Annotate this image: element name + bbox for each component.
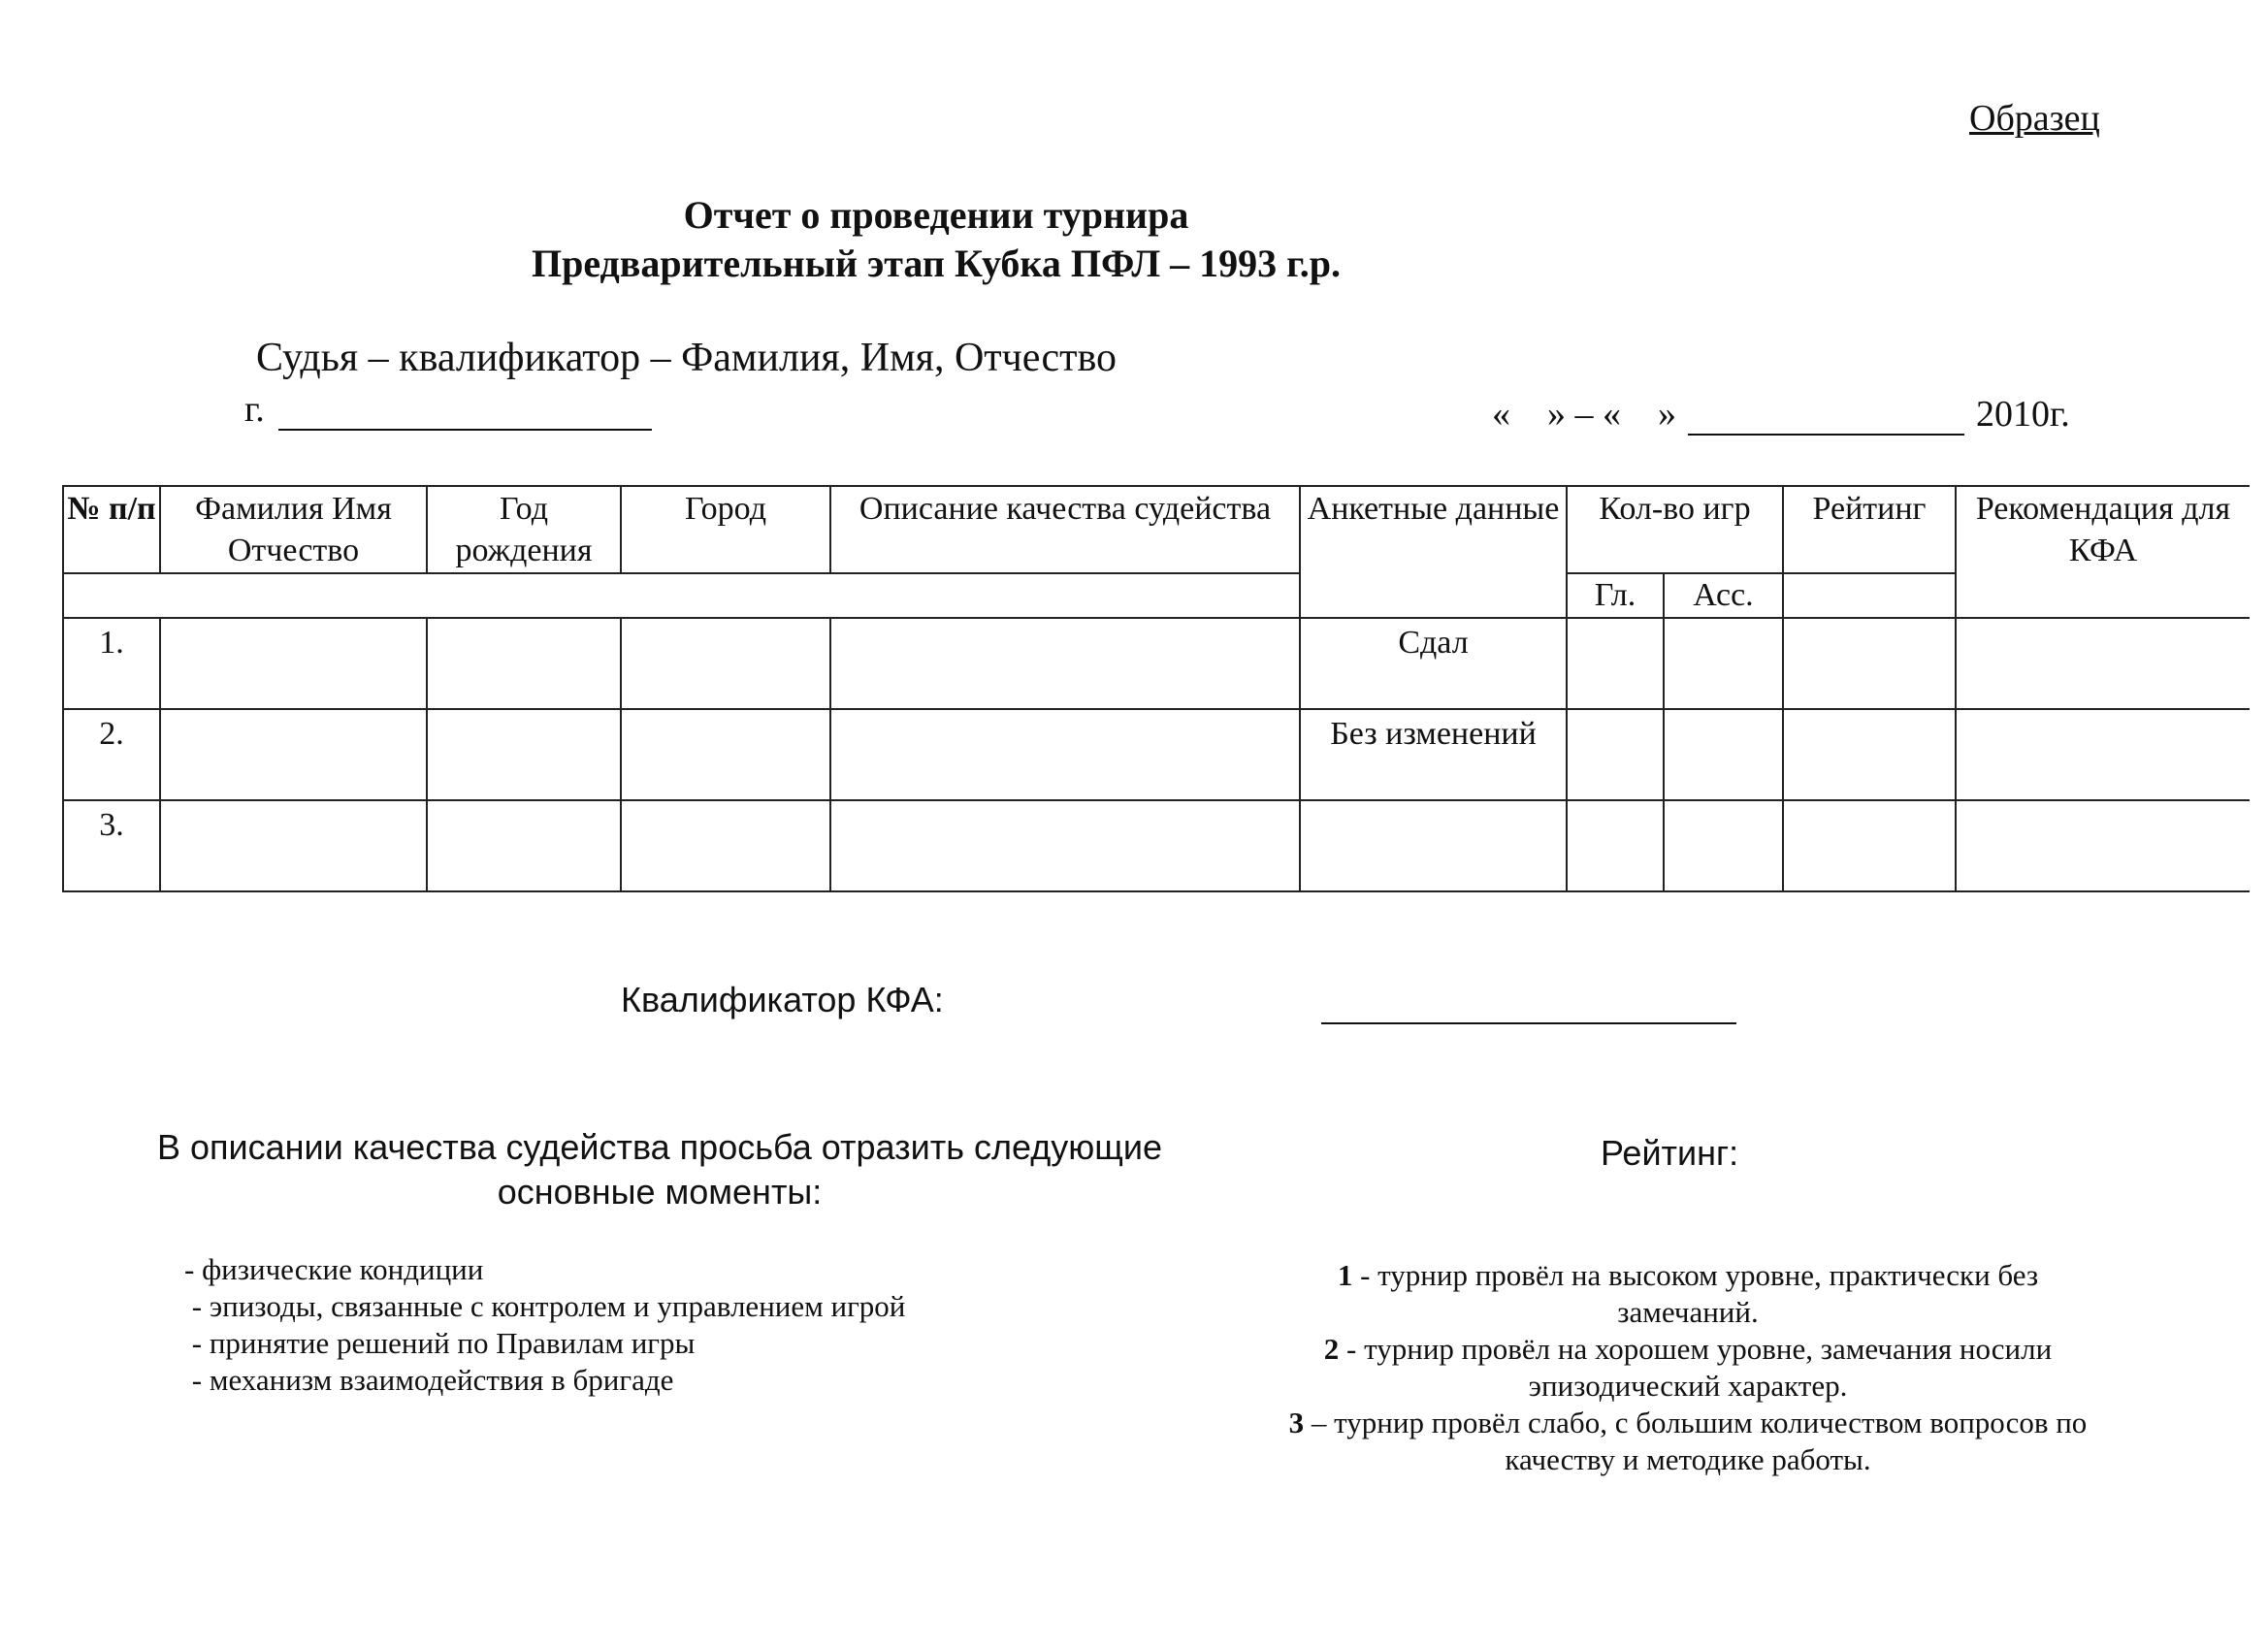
list-item [1280,1405,2095,1478]
rating-number: 1 [1337,1258,1353,1292]
judge-line: Судья – квалификатор – Фамилия, Имя, Отчество [256,336,1118,380]
table-row [63,800,2250,891]
subheader-main: Гл. [1567,573,1664,618]
header-city: Город [621,486,830,573]
row-description-cell[interactable] [830,709,1300,800]
row-description-cell[interactable] [830,800,1300,891]
row-city-cell[interactable] [621,618,830,709]
dates-prefix: « » – « » [1492,394,1676,435]
row-description-cell[interactable] [830,618,1300,709]
row-rating-cell[interactable] [1783,800,1956,891]
row-profile-cell[interactable]: Сдал [1300,618,1567,709]
list-item [1280,1331,2095,1405]
header-num: № п/п [63,486,160,573]
row-profile-cell[interactable]: Без изменений [1300,709,1567,800]
row-recommendation-cell[interactable] [1956,800,2250,891]
rating-text: – турнир провёл слабо, с большим количеством вопросов по качеству и методике работы. [1304,1406,2088,1476]
list-item [1280,1257,2095,1331]
description-notes-heading: В описании качества судейства просьба отразить следующие основные моменты: [156,1127,1163,1212]
report-subtitle: Предварительный этап Кубка ПФЛ – 1993 г.р. [531,242,1342,285]
list-item: - физические кондиции [184,1252,484,1286]
rating-notes-heading: Рейтинг: [1601,1133,1739,1173]
qualifier-signature-line[interactable] [1321,1022,1736,1024]
row-assistant-games-cell[interactable] [1664,800,1783,891]
row-recommendation-cell[interactable] [1956,618,2250,709]
row-num: 3. [63,800,160,891]
table-subheader-row [63,573,2250,618]
row-birth-year-cell[interactable] [427,800,621,891]
year-suffix: 2010г. [1976,394,2070,435]
table-row [63,709,2250,800]
header-description: Описание качества судейства [830,486,1300,573]
report-title: Отчет о проведении турнира [683,193,1189,237]
rating-text: - турнир провёл на высоком уровне, практически без замечаний. [1352,1258,2039,1329]
month-blank-line [1688,401,1964,436]
rating-number: 2 [1323,1332,1340,1366]
row-birth-year-cell[interactable] [427,709,621,800]
rating-notes-list [1280,1257,2095,1478]
city-blank-line [278,396,652,431]
qualifier-signature-label: Квалификатор КФА: [621,980,944,1019]
row-name-cell[interactable] [160,618,427,709]
report-table [62,485,2250,892]
row-birth-year-cell[interactable] [427,618,621,709]
dates-field [1492,393,2070,436]
row-main-games-cell[interactable] [1567,709,1664,800]
header-rating: Рейтинг [1783,486,1956,573]
row-num: 2. [63,709,160,800]
list-item: - эпизоды, связанные с контролем и управлением игрой [184,1289,906,1323]
header-name: Фамилия Имя Отчество [160,486,427,573]
row-recommendation-cell[interactable] [1956,709,2250,800]
row-profile-cell[interactable] [1300,800,1567,891]
subheader-blank [63,573,1300,618]
row-main-games-cell[interactable] [1567,800,1664,891]
rating-text: - турнир провёл на хорошем уровне, замечания носили эпизодический характер. [1339,1332,2053,1403]
rating-number: 3 [1288,1406,1305,1439]
city-prefix: г. [244,389,265,430]
row-city-cell[interactable] [621,709,830,800]
subheader-rating-blank [1783,573,1956,618]
header-birth-year: Год рождения [427,486,621,573]
description-notes-list [184,1251,905,1399]
header-recommendation: Рекомендация для КФА [1956,486,2250,618]
row-main-games-cell[interactable] [1567,618,1664,709]
row-rating-cell[interactable] [1783,618,1956,709]
header-profile: Анкетные данные [1300,486,1567,618]
list-item: - механизм взаимодействия в бригаде [184,1363,674,1397]
row-assistant-games-cell[interactable] [1664,709,1783,800]
table-header-row [63,486,2250,573]
city-field [244,388,652,431]
row-city-cell[interactable] [621,800,830,891]
row-name-cell[interactable] [160,709,427,800]
list-item: - принятие решений по Правилам игры [184,1326,696,1360]
subheader-assistant: Асс. [1664,573,1783,618]
table-row [63,618,2250,709]
row-assistant-games-cell[interactable] [1664,618,1783,709]
sample-label: Образец [1969,98,2100,139]
header-games: Кол-во игр [1567,486,1783,573]
row-rating-cell[interactable] [1783,709,1956,800]
row-name-cell[interactable] [160,800,427,891]
row-num: 1. [63,618,160,709]
